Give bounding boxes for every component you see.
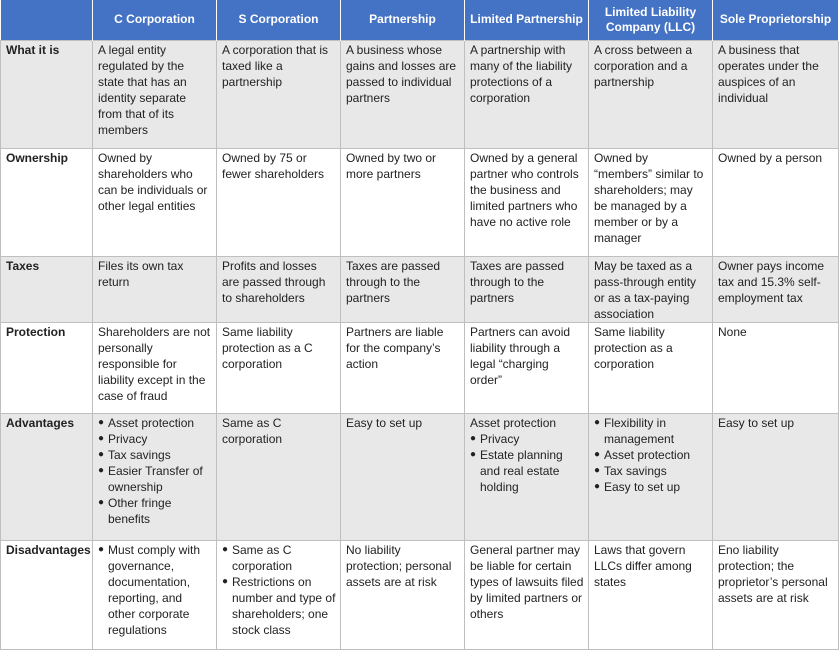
cell-what-it-is-partnership: A business whose gains and losses are passed to individual partners [341,40,465,148]
cell-disadvantages-llc: Laws that govern LLCs differ among states [589,540,713,649]
cell-ownership-limited-partnership: Owned by a general partner who controls the business and limited partners who have no active role [465,148,589,256]
cell-protection-s-corporation: Same liability protection as a C corporation [217,322,341,413]
header-row [1,0,839,40]
header-llc: Limited Liability Company (LLC) [589,0,713,40]
list-item-text: Privacy [108,431,148,446]
list-item [594,415,708,447]
row-label-protection: Protection [1,322,93,413]
list-item-text: Privacy [480,431,520,446]
header-limited-partnership: Limited Partnership [465,0,589,40]
bullet-list [470,431,584,495]
list-item [98,447,212,463]
cell-advantages-limited-partnership [465,413,589,540]
cell-taxes-partnership: Taxes are passed through to the partners [341,256,465,322]
row-label-what-it-is: What it is [1,40,93,148]
list-item-text: Restrictions on number and type of shareholders; one stock class [232,574,336,637]
cell-lead-text: Asset protection [470,415,557,430]
bullet-icon: ● [222,543,229,555]
bullet-list [98,542,212,638]
row-label-advantages: Advantages [1,413,93,540]
cell-taxes-s-corporation: Profits and losses are passed through to shareholders [217,256,341,322]
bullet-icon: ● [222,575,229,587]
list-item-text: Estate planning and real estate holding [480,447,563,494]
cell-protection-limited-partnership: Partners can avoid liability through a legal “charging order” [465,322,589,413]
list-item-text: Asset protection [604,447,691,462]
cell-advantages-c-corporation [93,413,217,540]
list-item-text: Easy to set up [604,479,681,494]
list-item [470,447,584,495]
row-ownership [1,148,839,256]
row-advantages [1,413,839,540]
header-s-corporation: S Corporation [217,0,341,40]
bullet-icon: ● [594,448,601,460]
cell-what-it-is-sole-proprietorship: A business that operates under the auspices of an individual [713,40,839,148]
header-c-corporation: C Corporation [93,0,217,40]
cell-ownership-s-corporation: Owned by 75 or fewer shareholders [217,148,341,256]
cell-taxes-limited-partnership: Taxes are passed through to the partners [465,256,589,322]
cell-taxes-sole-proprietorship: Owner pays income tax and 15.3% self-employment tax [713,256,839,322]
cell-disadvantages-sole-proprietorship: Eno liability protection; the proprietor’s personal assets are at risk [713,540,839,649]
cell-disadvantages-c-corporation [93,540,217,649]
cell-what-it-is-limited-partnership: A partnership with many of the liability protections of a corporation [465,40,589,148]
cell-protection-c-corporation: Shareholders are not personally responsible for liability except in the case of fraud [93,322,217,413]
bullet-icon: ● [98,496,105,508]
bullet-list [98,415,212,527]
row-protection [1,322,839,413]
cell-advantages-sole-proprietorship: Easy to set up [713,413,839,540]
list-item-text: Flexibility in management [604,415,675,446]
cell-advantages-s-corporation: Same as C corporation [217,413,341,540]
cell-what-it-is-c-corporation: A legal entity regulated by the state that has an identity separate from that of its members [93,40,217,148]
list-item [594,463,708,479]
cell-disadvantages-s-corporation [217,540,341,649]
cell-ownership-c-corporation: Owned by shareholders who can be individuals or other legal entities [93,148,217,256]
list-item [98,463,212,495]
cell-protection-partnership: Partners are liable for the company’s action [341,322,465,413]
row-label-taxes: Taxes [1,256,93,322]
cell-ownership-llc: Owned by “members” similar to shareholders; may be managed by a member or by a manager [589,148,713,256]
bullet-icon: ● [594,464,601,476]
cell-protection-sole-proprietorship: None [713,322,839,413]
row-label-ownership: Ownership [1,148,93,256]
bullet-icon: ● [98,464,105,476]
row-what-it-is [1,40,839,148]
header-sole-proprietorship: Sole Proprietorship [713,0,839,40]
list-item [222,542,336,574]
list-item [98,542,212,638]
row-label-disadvantages: Disadvantages [1,540,93,649]
list-item-text: Asset protection [108,415,195,430]
cell-taxes-llc: May be taxed as a pass-through entity or as a tax-paying association [589,256,713,322]
row-taxes [1,256,839,322]
cell-disadvantages-partnership: No liability protection; personal assets are at risk [341,540,465,649]
list-item-text: Tax savings [108,447,171,462]
bullet-icon: ● [98,416,105,428]
list-item [98,495,212,527]
bullet-icon: ● [470,432,477,444]
bullet-icon: ● [594,416,601,428]
bullet-list [594,415,708,495]
row-disadvantages [1,540,839,649]
list-item-text: Must comply with governance, documentation, reporting, and other corporate regulations [108,542,201,637]
list-item [222,574,336,638]
cell-advantages-partnership: Easy to set up [341,413,465,540]
cell-taxes-c-corporation: Files its own tax return [93,256,217,322]
bullet-icon: ● [470,448,477,460]
list-item [98,431,212,447]
list-item-text: Other fringe benefits [108,495,172,526]
cell-what-it-is-s-corporation: A corporation that is taxed like a partnership [217,40,341,148]
bullet-icon: ● [98,448,105,460]
cell-advantages-llc [589,413,713,540]
header-corner [1,0,93,40]
bullet-icon: ● [98,432,105,444]
cell-ownership-sole-proprietorship: Owned by a person [713,148,839,256]
list-item-text: Same as C corporation [232,542,293,573]
header-partnership: Partnership [341,0,465,40]
bullet-icon: ● [98,543,105,555]
list-item [98,415,212,431]
bullet-list [222,542,336,638]
list-item-text: Easier Transfer of ownership [108,463,203,494]
cell-ownership-partnership: Owned by two or more partners [341,148,465,256]
list-item [470,431,584,447]
cell-what-it-is-llc: A cross between a corporation and a partnership [589,40,713,148]
cell-protection-llc: Same liability protection as a corporation [589,322,713,413]
list-item-text: Tax savings [604,463,667,478]
list-item [594,479,708,495]
cell-disadvantages-limited-partnership: General partner may be liable for certain types of lawsuits filed by limited partners or others [465,540,589,649]
bullet-icon: ● [594,480,601,492]
list-item [594,447,708,463]
